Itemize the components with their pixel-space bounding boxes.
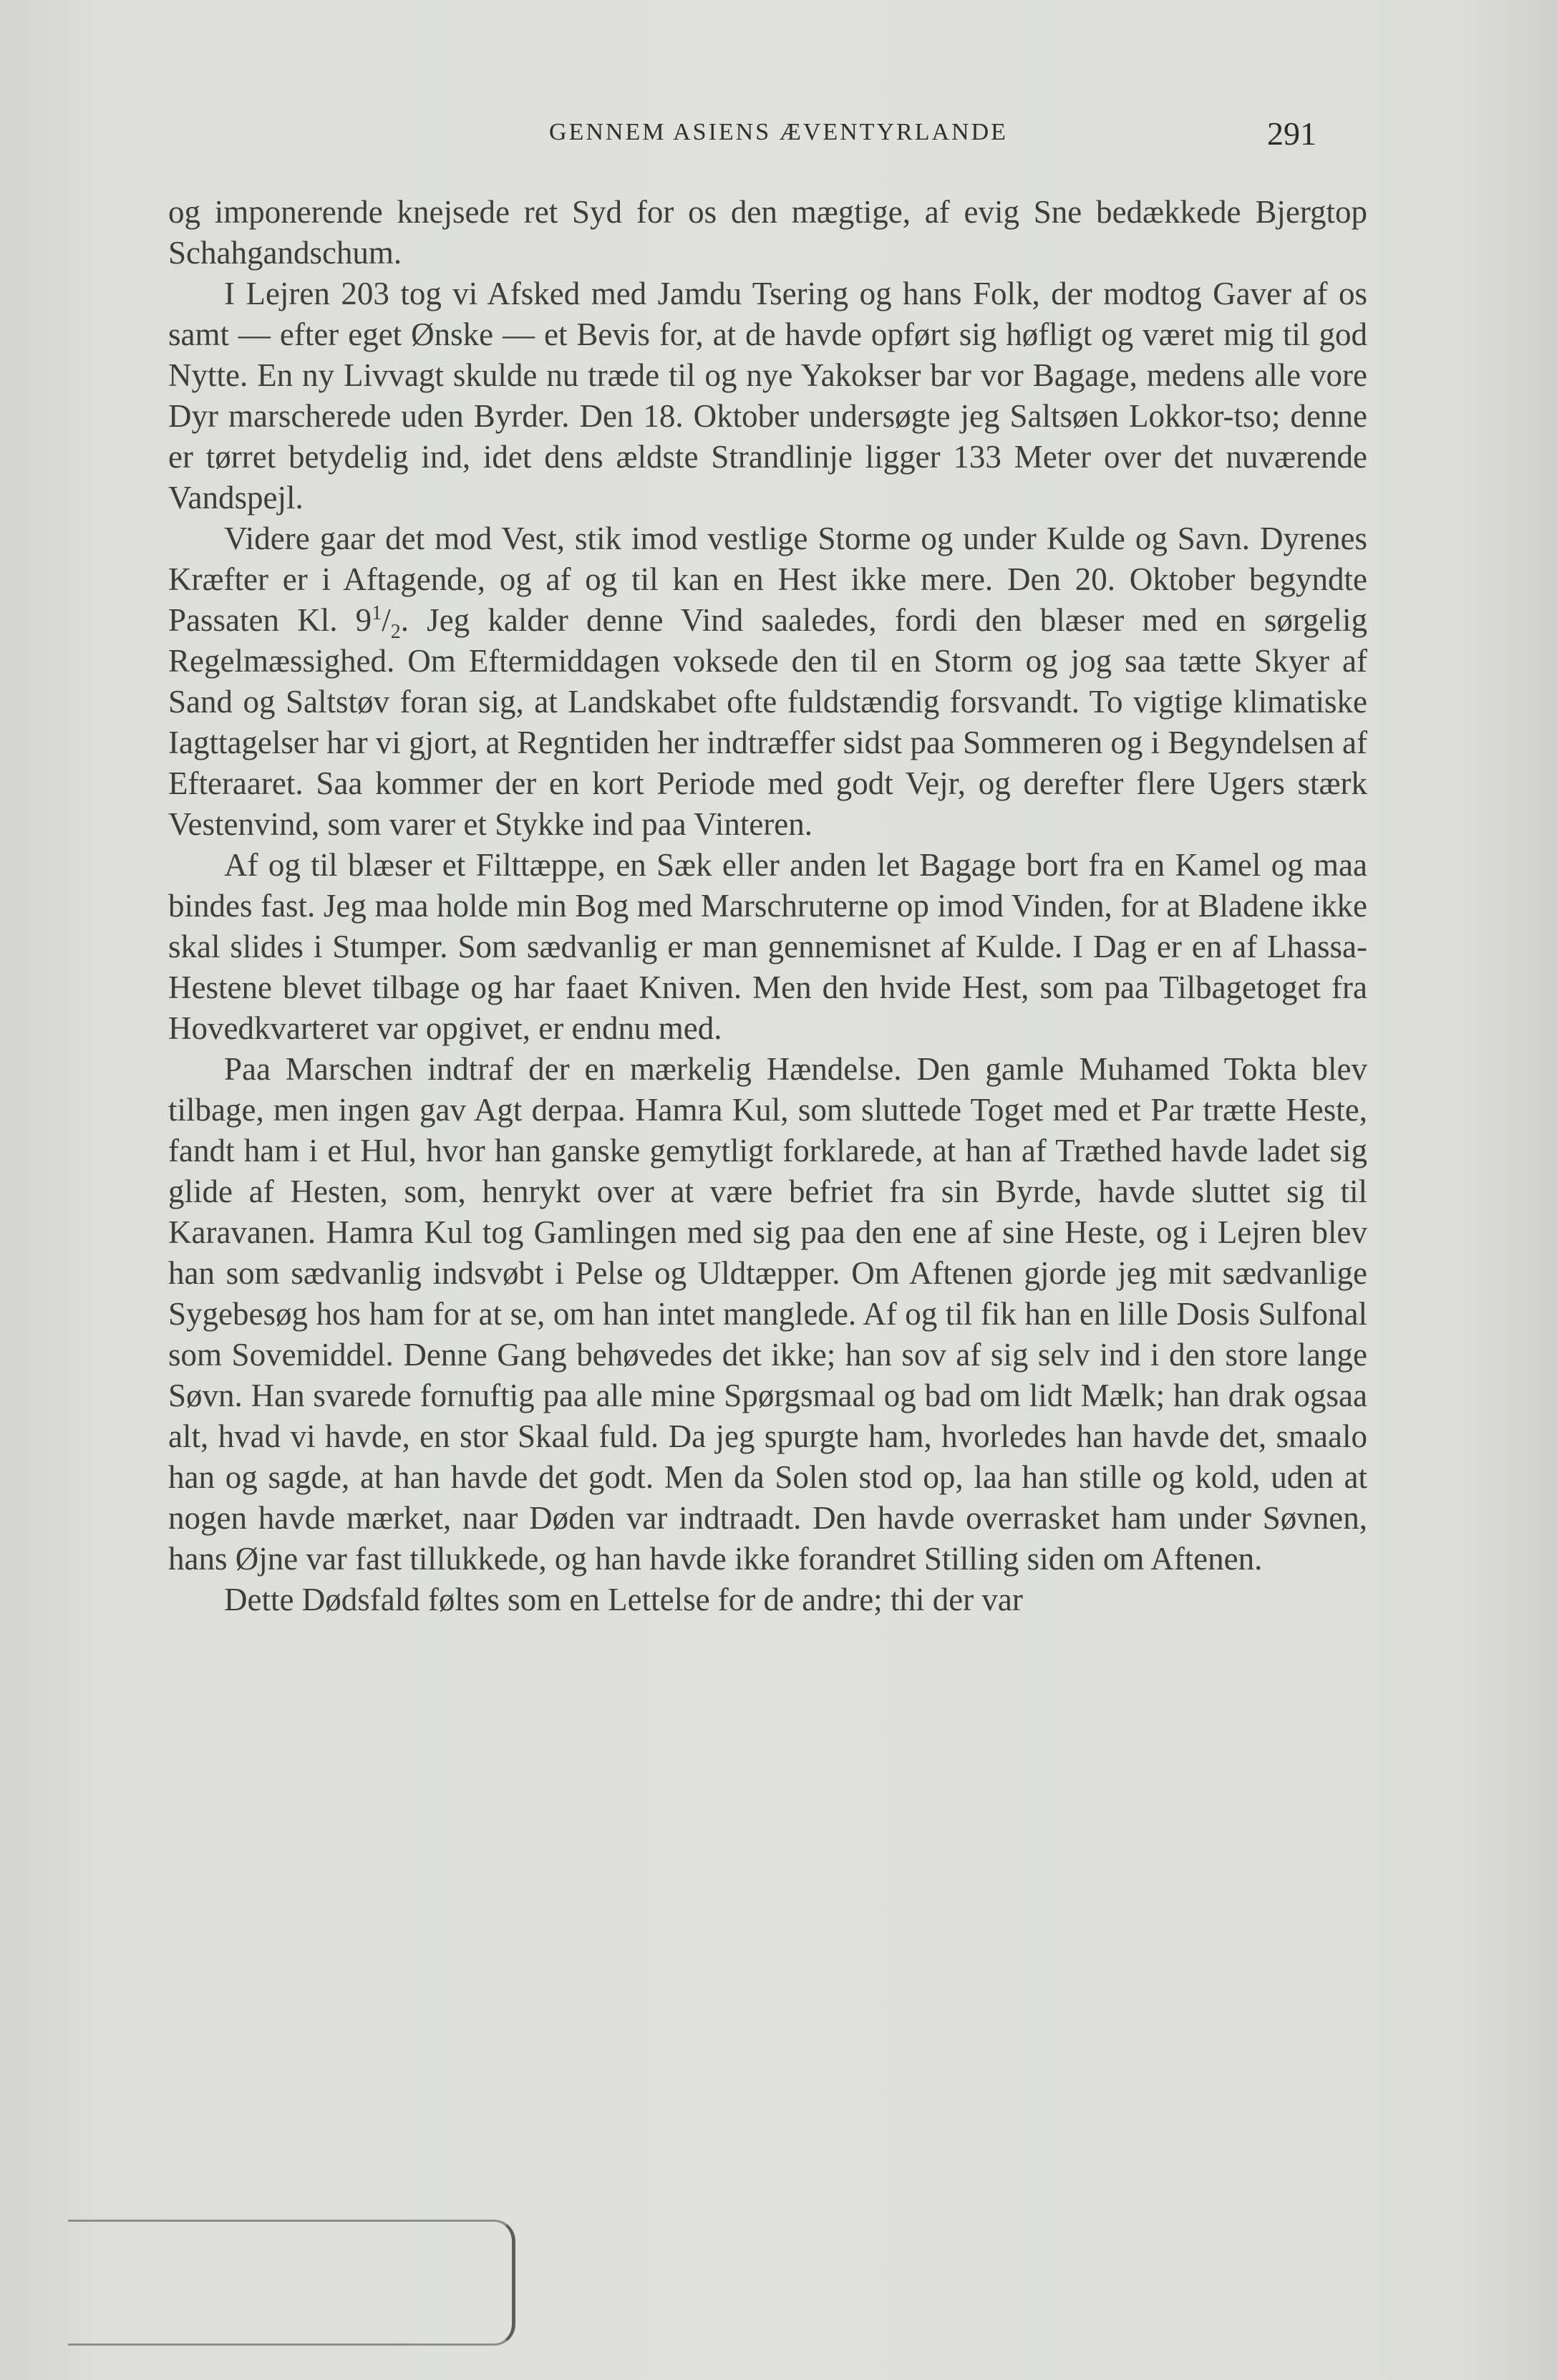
paragraph-3-text-a: Videre gaar det mod Vest, stik imod vestlige Storme og under Kulde og Savn. Dyrenes Kræfter er i Aftagende, og af og til kan en Hest ikke mere. Den 20. Oktober begyndte Passaten Kl. 9	[168, 521, 1367, 638]
paragraph-2: I Lejren 203 tog vi Afsked med Jamdu Tsering og hans Folk, der modtog Gaver af os samt — efter eget Ønske — et Bevis for, at de havde opført sig høfligt og været mig til god Nytte. En ny Livvagt skulde nu træde til og nye Yakokser bar vor Bagage, medens alle vore Dyr marscherede uden Byrder. Den 18. Oktober undersøgte jeg Saltsøen Lokkor-tso; denne er tørret betydelig ind, idet dens ældste Strandlinje ligger 133 Meter over det nuværende Vandspejl.	[168, 276, 1367, 516]
library-label-outline	[68, 2220, 515, 2346]
paragraph-6: Dette Dødsfald føltes som en Lettelse for de andre; thi der var	[224, 1582, 1023, 1617]
paragraph-3: Videre gaar det mod Vest, stik imod vestlige Storme og under Kulde og Savn. Dyrenes Kræfter er i Aftagende, og af og til kan en Hest ikke mere. Den 20. Oktober begyndte Passaten Kl. $9^1/_2$. Jeg kalder denne Vind saaledes, fordi den blæser med en sørgelig Regelmæssighed. Om Eftermiddagen voksede den til en Storm og jog saa tætte Skyer af Sand og Saltstøv foran sig, at Landskabet ofte fuldstændig forsvandt. To vigtige klimatiske Iagttagelser har vi gjort, at Regntiden her indtræffer sidst paa Sommeren og i Begyndelsen af Efteraaret. Saa kommer der en kort Periode med godt Vejr, og derefter flere Ugers stærk Vestenvind, som varer et Stykke ind paa Vinteren.	[168, 521, 1367, 842]
paragraph-4: Af og til blæser et Filttæppe, en Sæk eller anden let Bagage bort fra en Kamel og maa bindes fast. Jeg maa holde min Bog med Marschruterne op imod Vinden, for at Bladene ikke skal slides i Stumper. Som sædvanlig er man gennemisnet af Kulde. I Dag er en af Lhassa-Hestene blevet tilbage og har faaet Kniven. Men den hvide Hest, som paa Tilbagetoget fra Hovedkvarteret var opgivet, er endnu med.	[168, 847, 1367, 1046]
page-number: 291	[1267, 115, 1316, 152]
page-header	[0, 115, 1557, 158]
paragraph-5: Paa Marschen indtraf der en mærkelig Hændelse. Den gamle Muhamed Tokta blev tilbage, men ingen gav Agt derpaa. Hamra Kul, som sluttede Toget med et Par trætte Heste, fandt ham i et Hul, hvor han ganske gemytligt forklarede, at han af Træthed havde ladet sig glide af Hesten, som, henrykt over at være befriet fra sin Byrde, havde sluttet sig til Karavanen. Hamra Kul tog Gamlingen med sig paa den ene af sine Heste, og i Lejren blev han som sædvanlig indsvøbt i Pelse og Uldtæpper. Om Aftenen gjorde jeg mit sædvanlige Sygebesøg hos ham for at se, om han intet manglede. Af og til fik han en lille Dosis Sulfonal som Sovemiddel. Denne Gang behøvedes det ikke; han sov af sig selv ind i den store lange Søvn. Han svarede fornuftig paa alle mine Spørgsmaal og bad om lidt Mælk; han drak ogsaa alt, hvad vi havde, en stor Skaal fuld. Da jeg spurgte ham, hvorledes han havde det, smaalo han og sagde, at han havde det godt. Men da Solen stod op, laa han stille og kold, uden at nogen havde mærket, naar Døden var indtraadt. Den havde overrasket ham under Søvnen, hans Øjne var fast tillukkede, og han havde ikke forandret Stilling siden om Aftenen.	[168, 1051, 1367, 1577]
paragraph-1: og imponerende knejsede ret Syd for os den mægtige, af evig Sne bedækkede Bjergtop Schahgandschum.	[168, 194, 1367, 271]
fraction-numerator: 1	[372, 602, 382, 624]
fraction-denominator: 2	[390, 621, 401, 643]
body-text	[168, 192, 1367, 1620]
running-title: GENNEM ASIENS ÆVENTYRLANDE	[549, 119, 1008, 145]
paragraph-3-text-b: . Jeg kalder denne Vind saaledes, fordi den blæser med en sørgelig Regelmæssighed. Om Eftermiddagen voksede den til en Storm og jog saa tætte Skyer af Sand og Saltstøv foran sig, at Landskabet ofte fuldstændig forsvandt. To vigtige klimatiske Iagttagelser har vi gjort, at Regntiden her indtræffer sidst paa Sommeren og i Begyndelsen af Efteraaret. Saa kommer der en kort Periode med godt Vejr, og derefter flere Ugers stærk Vestenvind, som varer et Stykke ind paa Vinteren.	[168, 602, 1367, 842]
